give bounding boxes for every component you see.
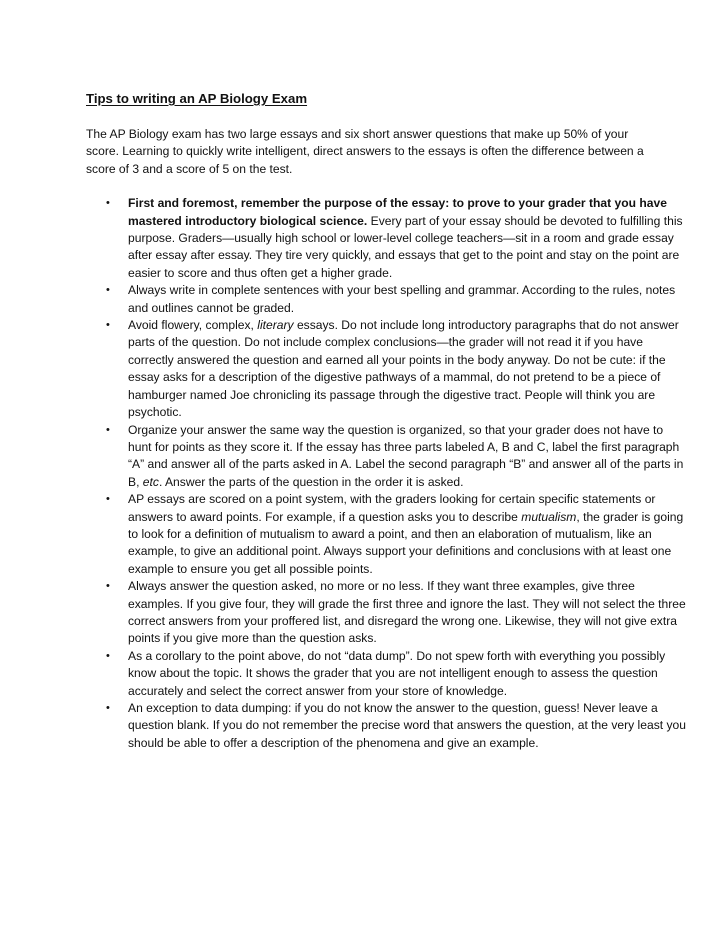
tip-body-start: AP essays are scored on a point system, with the graders looking for certain specific statements or answers to award points. For example, if a question asks you to describe bbox=[128, 492, 656, 524]
tip-body-start: Organize your answer the same way the question is organized, so that your grader does not have to hunt for points as they score it. If the essay has three parts labeled A, B and C, label the first paragraph “A” and answer all of the parts asked in A. Label the second paragraph “B” and answer all of the parts in B, bbox=[128, 422, 684, 489]
bullet-icon: • bbox=[106, 319, 110, 332]
tip-text bbox=[128, 317, 688, 421]
bullet-icon: • bbox=[106, 493, 110, 506]
tip-item-1 bbox=[86, 195, 688, 282]
tip-item-6 bbox=[86, 578, 688, 648]
tip-text: As a corollary to the point above, do not “data dump”. Do not spew forth with everything you possibly know about the topic. It shows the grader that you are not intelligent enough to assess the question accurately and select the correct answer from your store of knowledge. bbox=[128, 648, 666, 698]
intro-paragraph: The AP Biology exam has two large essays and six short answer questions that make up 50% of your score. Learning to quickly write intelligent, direct answers to the essays is often the difference between a score of 3 and a score of 5 on the test. bbox=[86, 127, 644, 176]
tip-text: Always answer the question asked, no more or no less. If they want three examples, give three examples. If you give four, they will grade the first three and ignore the last. They will not select the three correct answers from your proffered list, and disregard the wrong one. Likewise, they will not give extra points if you give more than the question asks. bbox=[128, 579, 686, 646]
tip-body-start: Avoid flowery, complex, bbox=[128, 318, 258, 333]
tip-italic-term: mutualism bbox=[521, 509, 577, 524]
tip-emphasis: First and foremost, remember the purpose of the essay: to prove to your grader that you have mastered introductory biological science. bbox=[128, 196, 667, 228]
tip-text: An exception to data dumping: if you do not know the answer to the question, guess! Never leave a question blank. If you do not remember the precise word that answers the question, at the very least you should be able to offer a description of the phenomena and give an example. bbox=[128, 701, 686, 750]
tip-text bbox=[128, 422, 688, 492]
tip-text: Always write in complete sentences with your best spelling and grammar. According to the rules, notes and outlines cannot be graded. bbox=[128, 283, 676, 315]
bullet-icon: • bbox=[106, 423, 110, 436]
bullet-icon: • bbox=[106, 702, 110, 714]
tip-item-4 bbox=[86, 422, 688, 492]
bullet-icon: • bbox=[106, 580, 110, 593]
bullet-icon: • bbox=[106, 284, 110, 297]
tips-list bbox=[86, 195, 686, 752]
tip-item-7 bbox=[86, 648, 688, 700]
tip-text bbox=[128, 195, 688, 282]
tip-item-3 bbox=[86, 317, 688, 421]
document-title: Tips to writing an AP Biology Exam bbox=[86, 91, 308, 106]
bullet-icon: • bbox=[106, 197, 110, 210]
tip-italic-term: etc bbox=[142, 474, 159, 489]
tip-item-2 bbox=[86, 282, 688, 317]
tip-italic-term: literary bbox=[257, 318, 294, 333]
tip-item-8 bbox=[86, 700, 688, 752]
tip-text bbox=[128, 491, 688, 578]
tip-item-5 bbox=[86, 491, 688, 578]
tip-body-end: , the grader is going to look for a definition of mutualism to award a point, and then an elaboration of mutualism, like an example, to give an additional point. Always support your definitions and conclusions with at least one example to ensure you get all possible points. bbox=[128, 509, 684, 576]
tip-body-end: . Answer the parts of the question in the order it is asked. bbox=[158, 474, 464, 489]
tip-body-end: essays. Do not include long introductory paragraphs that do not answer parts of the question. Do not include complex conclusions—the grader will not read it if you have correctly answered the question and earned all your points in the body anyway. Do not be cute: if the essay asks for a description of the digestive pathways of a mammal, do not pretend to be a piece of hamburger named Joe chronicling its passage through the digestive tract. People will think you are psychotic. bbox=[128, 318, 679, 420]
tip-body: Every part of your essay should be devoted to fulfilling this purpose. Graders—usually high school or lower-level college teachers—sit in a room and grade essay after essay after essay. They tire very quickly, and essays that get to the point and stay on the point are easier to score and thus often get a higher grade. bbox=[128, 213, 683, 280]
bullet-icon: • bbox=[106, 649, 110, 662]
